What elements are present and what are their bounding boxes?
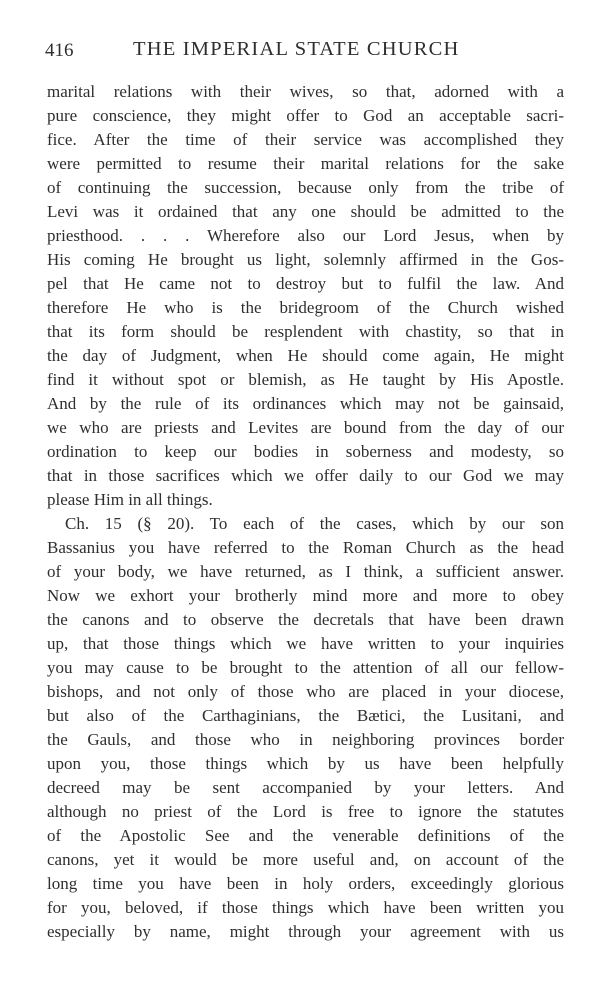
text-line: long time you have been in holy orders, exceedingly glorious [47,874,564,893]
text-line: of continuing the succession, because only from the tribe of [47,178,564,197]
text-line: although no priest of the Lord is free to ignore the statutes [47,802,564,821]
text-line: Bassanius you have referred to the Roman Church as the head [47,538,564,557]
text-line: that in those sacrifices which we offer daily to our God we may [47,466,564,485]
text-line: bishops, and not only of those who are placed in your diocese, [47,682,564,701]
text-line: please Him in all things. [47,490,213,509]
text-line: we who are priests and Levites are bound from the day of our [47,418,564,437]
text-line: up, that those things which we have written to your inquiries [47,634,564,653]
text-line: marital relations with their wives, so that, adorned with a [47,82,564,101]
text-line: especially by name, might through your agreement with us [47,922,564,941]
text-line: Now we exhort your brotherly mind more and more to obey [47,586,564,605]
page-header [45,38,565,64]
text-line: were permitted to resume their marital relations for the sake [47,154,564,173]
text-line: therefore He who is the bridegroom of the Church wished [47,298,564,317]
text-line: upon you, those things which by us have been helpfully [47,754,564,773]
body-text [47,80,564,944]
text-line: priesthood. . . . Wherefore also our Lord Jesus, when by [47,226,564,245]
text-line: fice. After the time of their service was accomplished they [47,130,564,149]
text-line: that its form should be resplendent with chastity, so that in [47,322,564,341]
text-line: find it without spot or blemish, as He taught by His Apostle. [47,370,564,389]
text-line: of your body, we have returned, as I think, a sufficient answer. [47,562,564,581]
text-line: ordination to keep our bodies in soberness and modesty, so [47,442,564,461]
text-line: pure conscience, they might offer to God an acceptable sacri- [47,106,564,125]
text-line: Levi was it ordained that any one should be admitted to the [47,202,564,221]
text-line: of the Apostolic See and the venerable definitions of the [47,826,564,845]
text-line: pel that He came not to destroy but to fulfil the law. And [47,274,564,293]
text-line: but also of the Carthaginians, the Bætici, the Lusitani, and [47,706,564,725]
text-line: canons, yet it would be more useful and, on account of the [47,850,564,869]
text-line: the day of Judgment, when He should come again, He might [47,346,564,365]
text-line: the Gauls, and those who in neighboring provinces border [47,730,564,749]
text-line: And by the rule of its ordinances which may not be gainsaid, [47,394,564,413]
text-line: you may cause to be brought to the attention of all our fellow- [47,658,564,677]
text-line: for you, beloved, if those things which have been written you [47,898,564,917]
text-line: Ch. 15 (§ 20). To each of the cases, which by our son [65,514,564,533]
text-line: the canons and to observe the decretals that have been drawn [47,610,564,629]
running-title: THE IMPERIAL STATE CHURCH [133,38,460,60]
text-line: decreed may be sent accompanied by your letters. And [47,778,564,797]
page-number: 416 [45,40,74,61]
text-line: His coming He brought us light, solemnly affirmed in the Gos- [47,250,564,269]
